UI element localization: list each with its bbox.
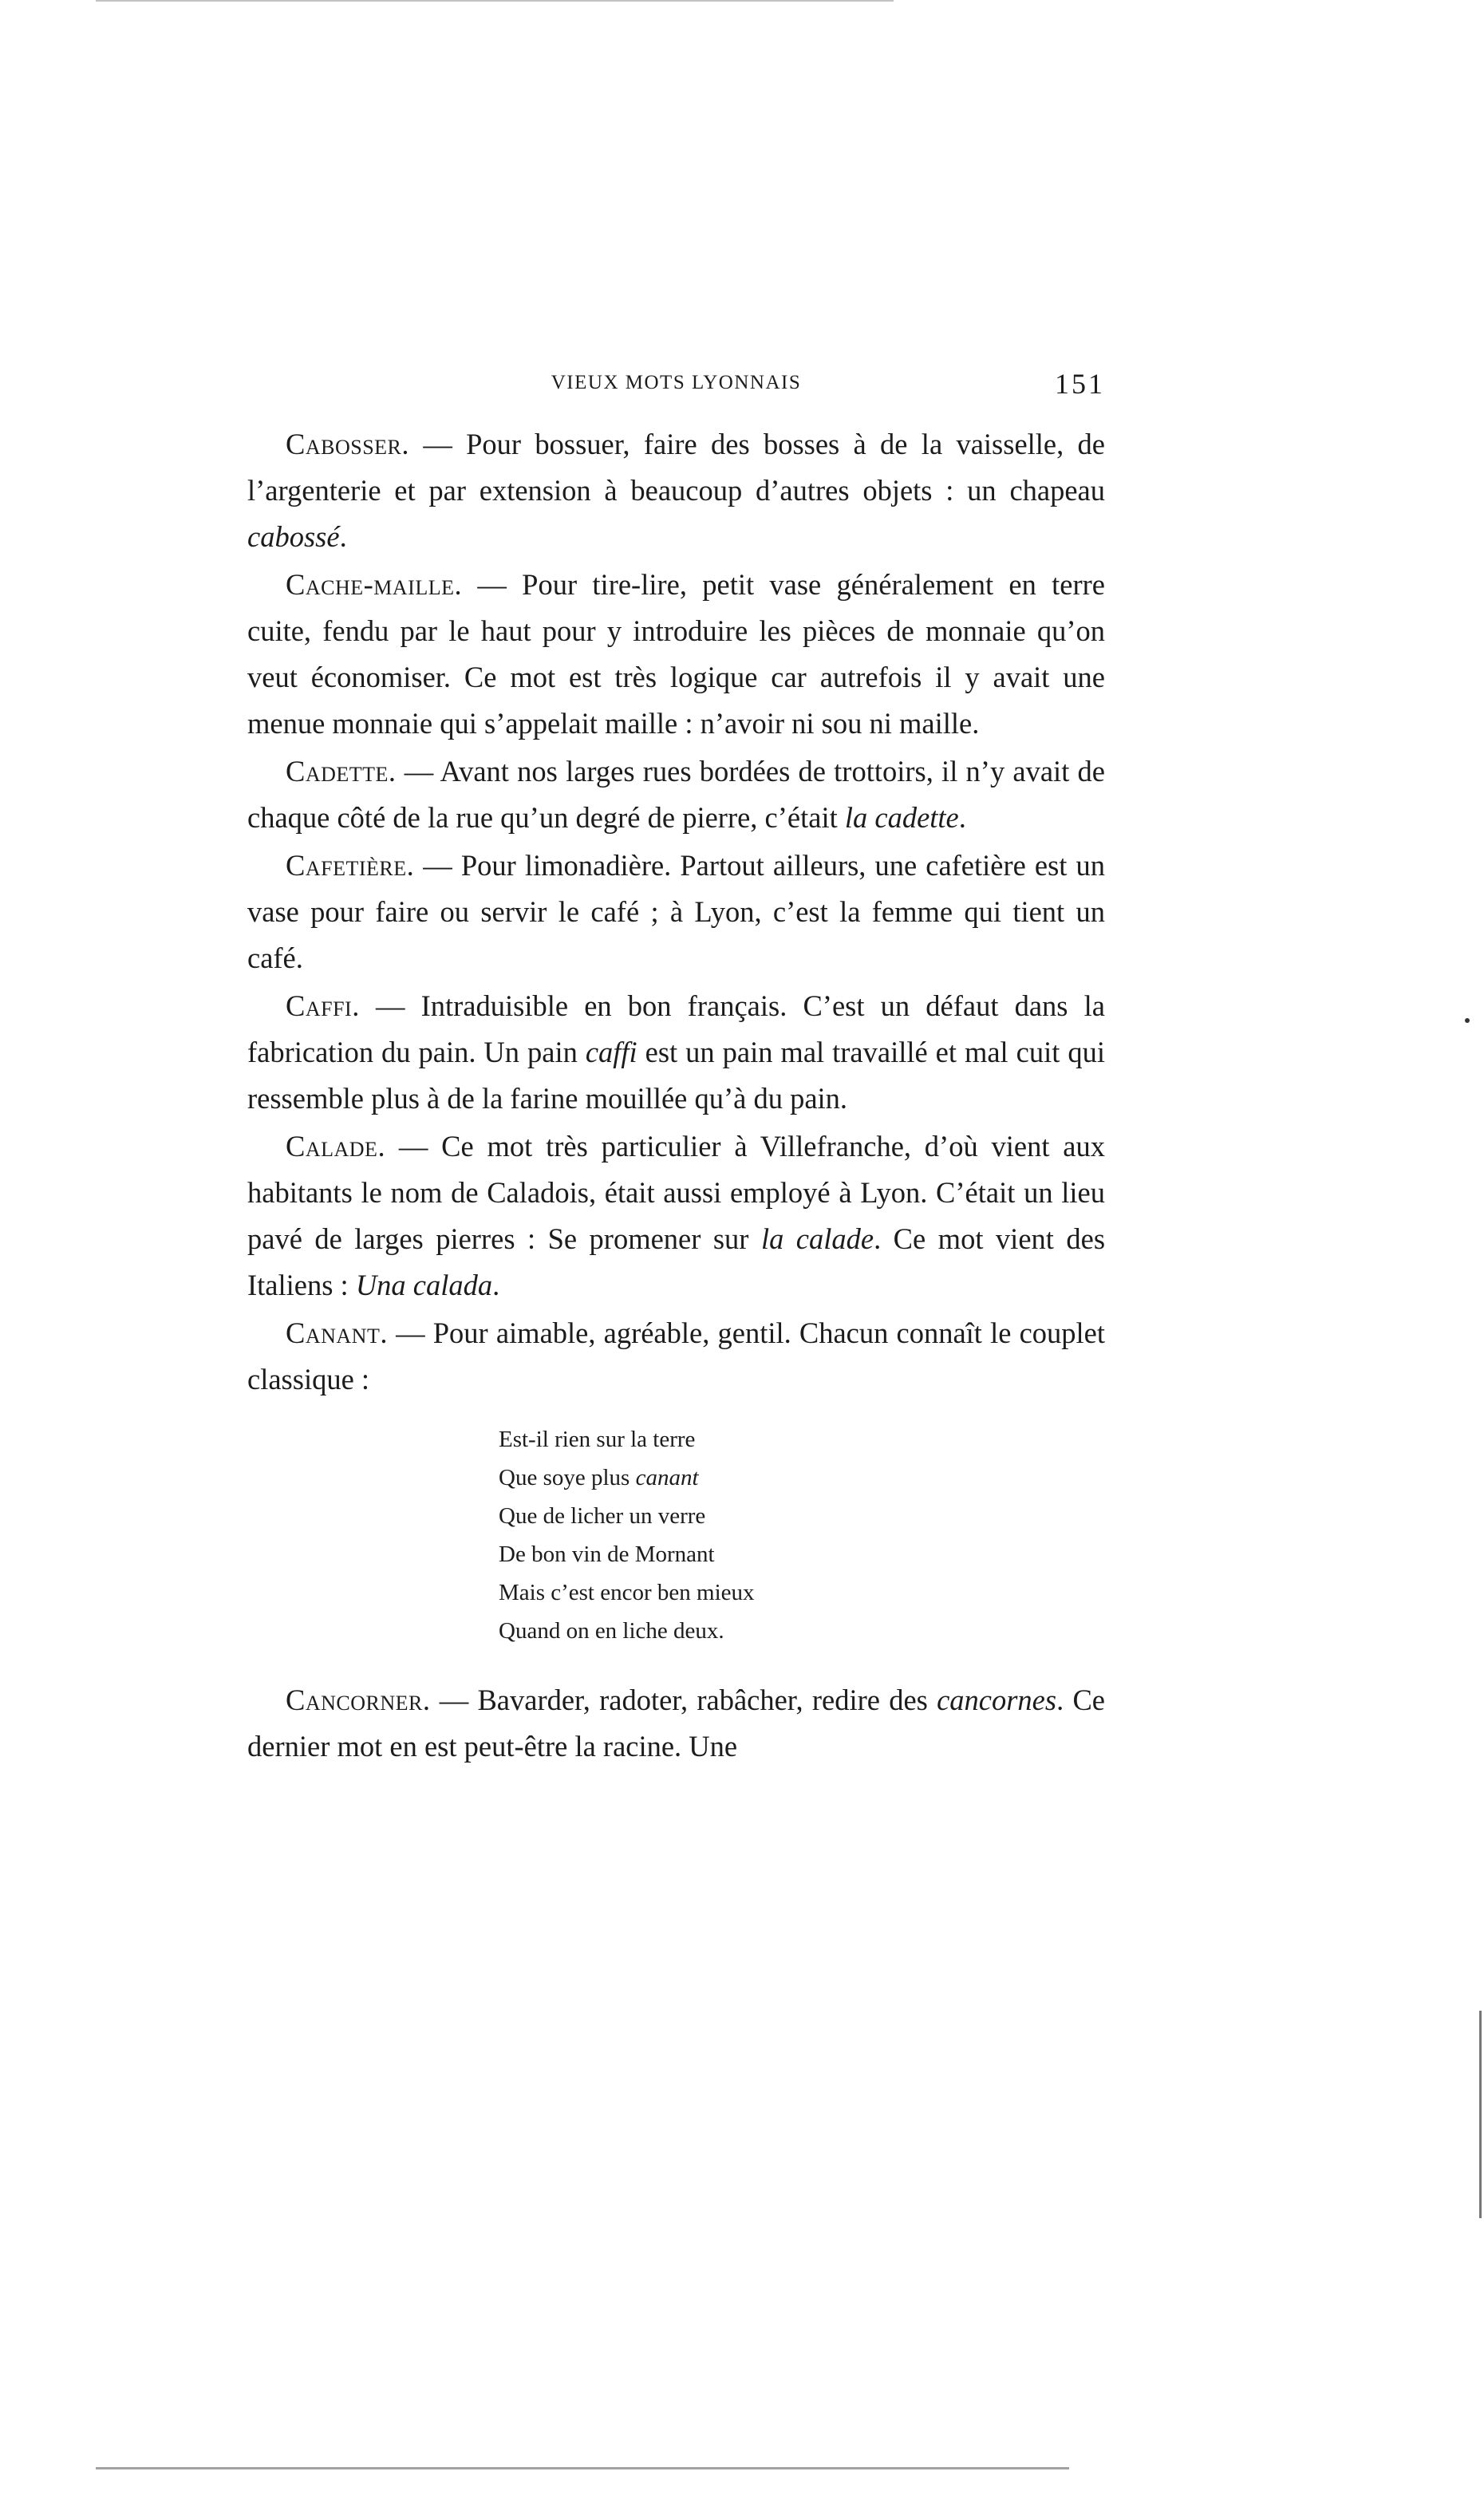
entry-cafetiere [247, 843, 1105, 981]
definition-text: . [492, 1269, 500, 1301]
headword: Calade. [286, 1130, 386, 1163]
headword: Cafetière. [286, 849, 415, 882]
headword: Cabosser. [286, 428, 410, 460]
headword: Cache-maille. [286, 568, 463, 601]
entry-caffi [247, 983, 1105, 1122]
definition-text: — Bavarder, radoter, rabâcher, redire des [430, 1684, 937, 1716]
verse-quotation [499, 1420, 1105, 1650]
verse-line: Mais c’est encor ben mieux [499, 1580, 755, 1605]
definition-text: est un pain mal travaillé et mal cuit qui ressemble plus à de la farine mouillée qu’à du pain. [247, 1036, 1105, 1115]
definition-text: — Avant nos larges rues bordées de trottoirs, il n’y avait de chaque côté de la rue qu’un degré de pierre, c’était [247, 755, 1105, 834]
headword: Cancorner. [286, 1684, 431, 1716]
headword: Cadette. [286, 755, 397, 788]
scan-artifact-top [96, 0, 894, 2]
page-number: 151 [1055, 368, 1105, 400]
verse-line: Quand on en liche deux. [499, 1618, 724, 1644]
entry-cadette [247, 748, 1105, 841]
definition-text: — Pour bossuer, faire des bosses à de la vaisselle, de l’argenterie et par extension à beaucoup d’autres objets : un chapeau [247, 428, 1105, 507]
running-title: VIEUX MOTS LYONNAIS [551, 372, 802, 393]
definition-text: — Pour tire-lire, petit vase généralement en terre cuite, fendu par le haut pour y introduire les pièces de monnaie qu’on veut économiser. Ce mot est très logique car autrefois il y avait une menue monnaie qui s’appelait maille : n’avoir ni sou ni maille. [247, 568, 1105, 740]
definition-text: . Ce dernier mot en est peut-être la racine. Une [247, 1684, 1105, 1763]
entry-calade [247, 1123, 1105, 1309]
verse-line: De bon vin de Mornant [499, 1542, 715, 1567]
italic-term: la cadette [844, 801, 959, 834]
entry-cache-maille [247, 562, 1105, 747]
definition-text: — Ce mot très particulier à Villefranche, d’où vient aux habitants le nom de Caladois, était aussi employé à Lyon. C’était un lieu pavé de larges pierres : Se promener sur [247, 1130, 1105, 1255]
italic-term: cancornes [937, 1684, 1057, 1716]
definition-text: — Pour aimable, agréable, gentil. Chacun connaît le couplet classique : [247, 1317, 1105, 1396]
italic-term: cabossé [247, 520, 340, 553]
verse-line [499, 1459, 1105, 1497]
definition-text: . [958, 801, 966, 834]
definition-text: . [339, 520, 347, 553]
scan-artifact-dot [1465, 1018, 1470, 1023]
dictionary-text [247, 421, 1105, 1771]
verse-text: Que soye plus [499, 1465, 636, 1490]
scan-artifact-edge [1479, 2011, 1482, 2218]
entry-canant [247, 1310, 1105, 1403]
definition-text: . Ce mot vient des Italiens : [247, 1222, 1106, 1301]
running-head [247, 369, 1105, 401]
definition-text: — Intraduisible en bon français. C’est un défaut dans la fabrication du pain. Un pain [247, 989, 1105, 1068]
headword: Canant. [286, 1317, 388, 1349]
verse-line: Est-il rien sur la terre [499, 1427, 696, 1452]
verse-line: Que de licher un verre [499, 1503, 706, 1529]
italic-term: caffi [585, 1036, 637, 1068]
italic-term: canant [635, 1465, 699, 1490]
italic-term: la calade [760, 1222, 874, 1255]
entry-cabosser [247, 421, 1105, 560]
entry-cancorner [247, 1677, 1105, 1770]
italic-term: Una calada [355, 1269, 493, 1301]
headword: Caffi. [286, 989, 360, 1022]
definition-text: — Pour limonadière. Partout ailleurs, une cafetière est un vase pour faire ou servir le café ; à Lyon, c’est la femme qui tient un café. [247, 849, 1105, 974]
scan-artifact-bottom [96, 2467, 1069, 2469]
